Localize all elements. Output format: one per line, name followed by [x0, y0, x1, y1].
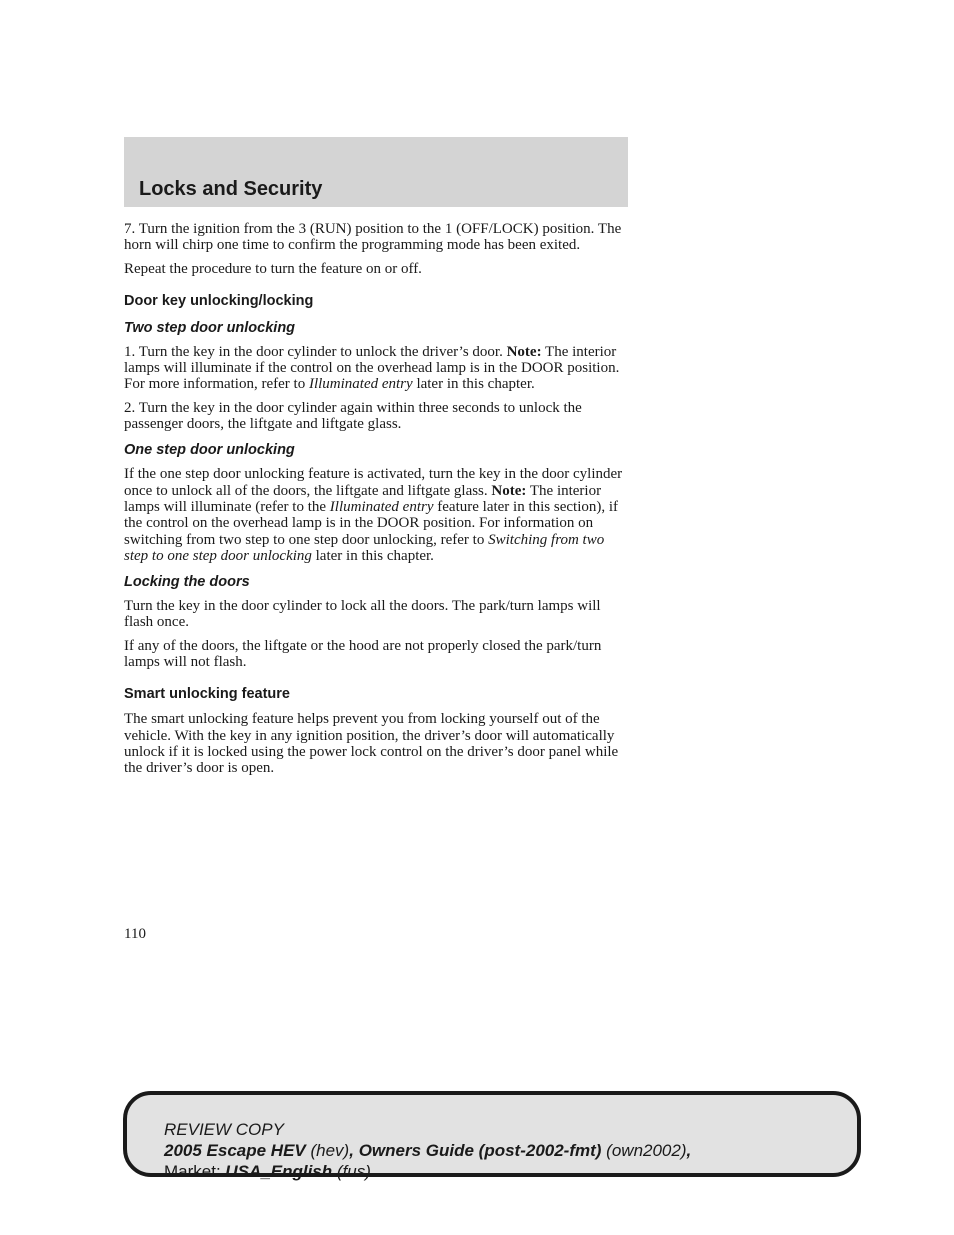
heading-door-key: Door key unlocking/locking: [124, 292, 314, 309]
page-number: 110: [124, 926, 146, 942]
section-title: Locks and Security: [139, 178, 323, 200]
footer-line-market: Market: USA_English (fus): [164, 1162, 371, 1181]
paragraph-two-step-1: 1. Turn the key in the door cylinder to unlock the driver’s door. Note: The interior lamps will illuminate if the control on the overhead lamp is in the DOOR position. For more information, refer to Illuminated entry later in this chapter.: [124, 343, 620, 393]
subheading-one-step: One step door unlocking: [124, 442, 295, 459]
subheading-two-step: Two step door unlocking: [124, 319, 296, 336]
paragraph-locking-1: Turn the key in the door cylinder to lock all the doors. The park/turn lamps will flash once.: [124, 598, 601, 631]
heading-smart-unlocking: Smart unlocking feature: [124, 686, 290, 703]
paragraph-repeat: Repeat the procedure to turn the feature on or off.: [124, 260, 422, 277]
note-label: Note:: [491, 482, 527, 499]
paragraph-step7: 7. Turn the ignition from the 3 (RUN) position to the 1 (OFF/LOCK) position. The horn will chirp one time to confirm the programming mode has been exited.: [124, 221, 622, 254]
note-label: Note:: [506, 343, 542, 360]
review-copy-footer: [123, 1091, 861, 1181]
cross-reference: Illuminated entry: [329, 498, 434, 515]
cross-reference: Illuminated entry: [308, 376, 413, 393]
footer-line-model: 2005 Escape HEV (hev), Owners Guide (post-2002-fmt) (own2002),: [164, 1141, 692, 1160]
subheading-locking: Locking the doors: [124, 574, 250, 591]
paragraph-two-step-2: 2. Turn the key in the door cylinder again within three seconds to unlock the passenger doors, the liftgate and liftgate glass.: [124, 399, 582, 433]
paragraph-locking-2: If any of the doors, the liftgate or the hood are not properly closed the park/turn lamps will not flash.: [124, 637, 602, 671]
page-content: [124, 221, 630, 784]
paragraph-smart-unlocking: The smart unlocking feature helps prevent you from locking yourself out of the vehicle. With the key in any ignition position, the driver’s door will automatically unlock if it is locked using the power lock control on the driver’s door panel while the driver’s door is open.: [124, 711, 619, 777]
review-copy-label: REVIEW COPY: [164, 1120, 284, 1139]
section-header-band: [124, 137, 628, 207]
paragraph-one-step: If the one step door unlocking feature is activated, turn the key in the door cylinder once to unlock all of the doors, the liftgate and liftgate glass. Note: The interior lamps will illuminate (refer to the Illuminated entry feature later in this section), if the control on the overhead lamp is in the DOOR position. For information on switching from two step to one step door unlocking, refer to Switching from two step to one step door unlocking later in this chapter.: [124, 466, 623, 564]
cross-reference: Switching from two step to one step door unlocking: [124, 531, 605, 564]
footer-text: [164, 1119, 691, 1182]
